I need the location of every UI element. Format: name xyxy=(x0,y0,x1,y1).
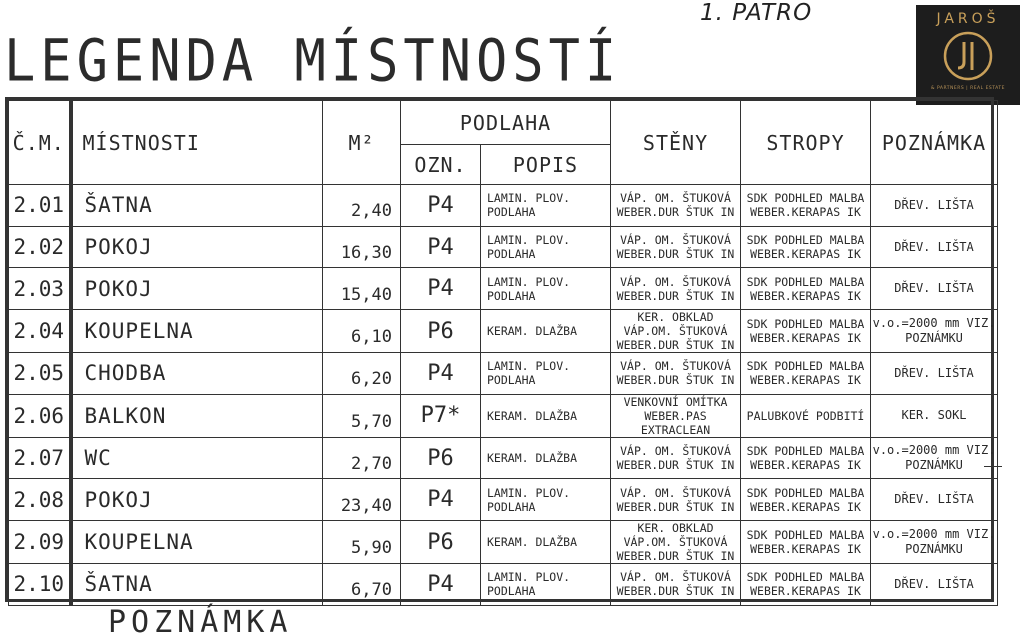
room-number: 2.05 xyxy=(9,353,71,395)
floor-description: KERAM. DLAŽBA xyxy=(481,394,611,437)
header-ceilings: STROPY xyxy=(741,101,871,185)
room-note: v.o.=2000 mm VIZ. POZNÁMKU xyxy=(871,437,998,479)
table-row xyxy=(9,226,998,268)
table-row xyxy=(9,310,998,353)
table-row xyxy=(9,394,998,437)
walls-finish: VÁP. OM. ŠTUKOVÁ WEBER.DUR ŠTUK IN xyxy=(611,226,741,268)
room-area: 23,40 xyxy=(323,479,401,521)
room-name: ŠATNA xyxy=(71,564,323,606)
margin-tick xyxy=(984,466,1002,467)
room-note: DŘEV. LIŠTA xyxy=(871,226,998,268)
room-note: DŘEV. LIŠTA xyxy=(871,185,998,227)
room-area: 16,30 xyxy=(323,226,401,268)
floor-code: P4 xyxy=(401,185,481,227)
table-row xyxy=(9,185,998,227)
floor-description: LAMIN. PLOV. PODLAHA xyxy=(481,353,611,395)
ceiling-finish: PALUBKOVÉ PODBITÍ xyxy=(741,394,871,437)
floor-code: P4 xyxy=(401,479,481,521)
floor-code: P7* xyxy=(401,394,481,437)
floor-code: P4 xyxy=(401,226,481,268)
ceiling-finish: SDK PODHLED MALBA WEBER.KERAPAS IK xyxy=(741,226,871,268)
walls-finish: VÁP. OM. ŠTUKOVÁ WEBER.DUR ŠTUK IN xyxy=(611,268,741,310)
room-number: 2.07 xyxy=(9,437,71,479)
floor-description: KERAM. DLAŽBA xyxy=(481,437,611,479)
room-name: CHODBA xyxy=(71,353,323,395)
room-name: POKOJ xyxy=(71,479,323,521)
room-note: KER. SOKL xyxy=(871,394,998,437)
ceiling-finish: SDK PODHLED MALBA WEBER.KERAPAS IK xyxy=(741,437,871,479)
room-area: 2,40 xyxy=(323,185,401,227)
walls-finish: VÁP. OM. ŠTUKOVÁ WEBER.DUR ŠTUK IN xyxy=(611,479,741,521)
table-row xyxy=(9,268,998,310)
room-note: v.o.=2000 mm VIZ. POZNÁMKU xyxy=(871,310,998,353)
room-area: 6,10 xyxy=(323,310,401,353)
header-note: POZNÁMKA xyxy=(871,101,998,185)
floor-code: P4 xyxy=(401,353,481,395)
table-row xyxy=(9,564,998,606)
room-number: 2.06 xyxy=(9,394,71,437)
walls-finish: VÁP. OM. ŠTUKOVÁ WEBER.DUR ŠTUK IN xyxy=(611,564,741,606)
ceiling-finish: SDK PODHLED MALBA WEBER.KERAPAS IK xyxy=(741,521,871,564)
header-floor-desc: POPIS xyxy=(481,145,611,185)
floor-code: P4 xyxy=(401,564,481,606)
room-area: 15,40 xyxy=(323,268,401,310)
room-number: 2.09 xyxy=(9,521,71,564)
room-number: 2.02 xyxy=(9,226,71,268)
floor-code: P6 xyxy=(401,437,481,479)
room-name: ŠATNA xyxy=(71,185,323,227)
floor-code: P6 xyxy=(401,521,481,564)
room-area: 5,70 xyxy=(323,394,401,437)
room-note: v.o.=2000 mm VIZ. POZNÁMKU xyxy=(871,521,998,564)
logo-brand: JAROŠ xyxy=(936,11,1000,27)
ceiling-finish: SDK PODHLED MALBA WEBER.KERAPAS IK xyxy=(741,310,871,353)
header-floor: PODLAHA xyxy=(401,101,611,145)
floor-description: KERAM. DLAŽBA xyxy=(481,310,611,353)
logo-subtitle: & PARTNERS | REAL ESTATE xyxy=(931,86,1005,91)
floor-description: LAMIN. PLOV. PODLAHA xyxy=(481,564,611,606)
walls-finish: VÁP. OM. ŠTUKOVÁ WEBER.DUR ŠTUK IN xyxy=(611,185,741,227)
room-name: POKOJ xyxy=(71,268,323,310)
room-number: 2.08 xyxy=(9,479,71,521)
room-name: BALKON xyxy=(71,394,323,437)
ceiling-finish: SDK PODHLED MALBA WEBER.KERAPAS IK xyxy=(741,479,871,521)
room-name: KOUPELNA xyxy=(71,310,323,353)
room-note: DŘEV. LIŠTA xyxy=(871,564,998,606)
room-number: 2.04 xyxy=(9,310,71,353)
header-floor-code: OZN. xyxy=(401,145,481,185)
footer-heading: POZNÁMKA xyxy=(108,605,293,640)
table-row xyxy=(9,521,998,564)
floor-description: LAMIN. PLOV. PODLAHA xyxy=(481,185,611,227)
room-area: 5,90 xyxy=(323,521,401,564)
logo-monogram-icon xyxy=(942,30,994,82)
ceiling-finish: SDK PODHLED MALBA WEBER.KERAPAS IK xyxy=(741,564,871,606)
room-note: DŘEV. LIŠTA xyxy=(871,268,998,310)
floor-annotation: 1. PATRO xyxy=(700,0,813,26)
ceiling-finish: SDK PODHLED MALBA WEBER.KERAPAS IK xyxy=(741,185,871,227)
room-note: DŘEV. LIŠTA xyxy=(871,479,998,521)
table-row xyxy=(9,479,998,521)
floor-description: LAMIN. PLOV. PODLAHA xyxy=(481,268,611,310)
header-rooms: MÍSTNOSTI xyxy=(71,101,323,185)
header-area: M² xyxy=(323,101,401,185)
room-note: DŘEV. LIŠTA xyxy=(871,353,998,395)
floor-code: P6 xyxy=(401,310,481,353)
walls-finish: VÁP. OM. ŠTUKOVÁ WEBER.DUR ŠTUK IN xyxy=(611,437,741,479)
room-name: POKOJ xyxy=(71,226,323,268)
room-name: WC xyxy=(71,437,323,479)
table-row xyxy=(9,353,998,395)
page-title: LEGENDA MÍSTNOSTÍ xyxy=(4,28,622,96)
walls-finish: VENKOVNÍ OMÍTKA WEBER.PAS EXTRACLEAN xyxy=(611,394,741,437)
walls-finish: KER. OBKLAD VÁP.OM. ŠTUKOVÁ WEBER.DUR ŠTUK IN xyxy=(611,521,741,564)
floor-description: LAMIN. PLOV. PODLAHA xyxy=(481,479,611,521)
room-number: 2.10 xyxy=(9,564,71,606)
ceiling-finish: SDK PODHLED MALBA WEBER.KERAPAS IK xyxy=(741,353,871,395)
company-logo xyxy=(916,5,1020,105)
ceiling-finish: SDK PODHLED MALBA WEBER.KERAPAS IK xyxy=(741,268,871,310)
room-name: KOUPELNA xyxy=(71,521,323,564)
floor-description: LAMIN. PLOV. PODLAHA xyxy=(481,226,611,268)
table-row xyxy=(9,437,998,479)
header-walls: STĚNY xyxy=(611,101,741,185)
room-area: 6,20 xyxy=(323,353,401,395)
floor-code: P4 xyxy=(401,268,481,310)
room-legend-table xyxy=(5,97,994,602)
room-area: 2,70 xyxy=(323,437,401,479)
room-number: 2.01 xyxy=(9,185,71,227)
header-room-number: Č.M. xyxy=(9,101,71,185)
room-number: 2.03 xyxy=(9,268,71,310)
room-area: 6,70 xyxy=(323,564,401,606)
walls-finish: VÁP. OM. ŠTUKOVÁ WEBER.DUR ŠTUK IN xyxy=(611,353,741,395)
walls-finish: KER. OBKLAD VÁP.OM. ŠTUKOVÁ WEBER.DUR ŠTUK IN xyxy=(611,310,741,353)
floor-description: KERAM. DLAŽBA xyxy=(481,521,611,564)
